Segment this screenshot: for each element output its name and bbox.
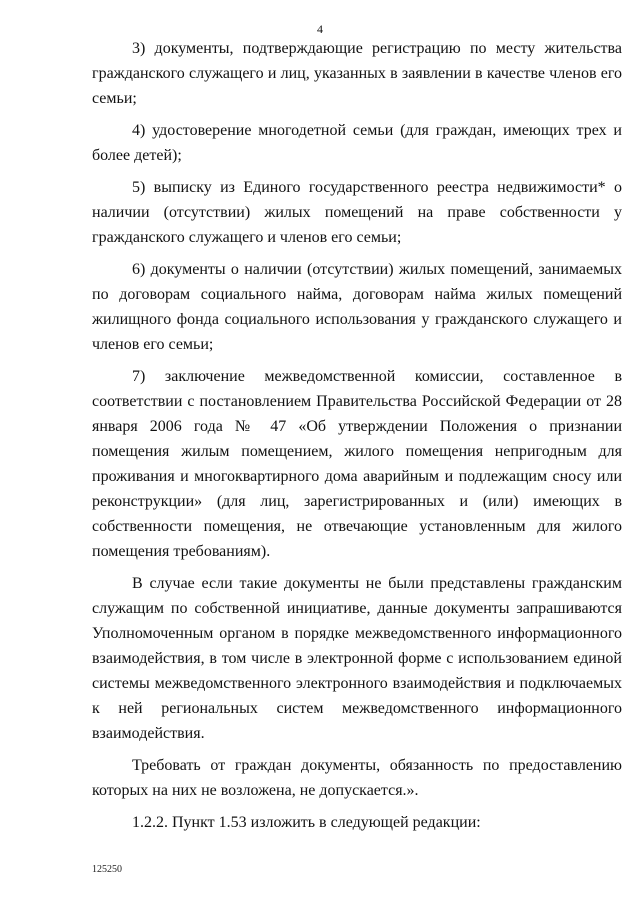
- paragraph-item-6: 6) документы о наличии (отсутствии) жилых помещений, занимаемых по договорам социального найма, договорам найма жилых помещений жилищного фонда социального использования у гражданского служащего и членов его семьи;: [92, 261, 622, 353]
- paragraph-item-4: 4) удостоверение многодетной семьи (для граждан, имеющих трех и более детей);: [92, 122, 622, 164]
- document-code: 125250: [92, 864, 122, 875]
- paragraph-item-3: 3) документы, подтверждающие регистрацию по месту жительства гражданского служащего и лиц, указанных в заявлении в качестве членов его семьи;: [92, 40, 622, 107]
- paragraph-interagency-request: В случае если такие документы не были представлены гражданским служащим по собственной инициативе, данные документы запрашиваются Уполномоченным органом в порядке межведомственного информационного взаимодействия, в том числе в электронной форме с использованием единой системы межведомственного электронного взаимодействия и подключаемых к ней региональных систем межведомственного информационного взаимодействия.: [92, 575, 622, 742]
- document-body: [92, 36, 622, 842]
- paragraph-item-5: 5) выписку из Единого государственного реестра недвижимости* о наличии (отсутствии) жилых помещений на праве собственности у гражданского служащего и членов его семьи;: [92, 179, 622, 246]
- paragraph-prohibition: Требовать от граждан документы, обязанность по предоставлению которых на них не возложена, не допускается.».: [92, 757, 622, 799]
- paragraph-item-7: 7) заключение межведомственной комиссии, составленное в соответствии с постановлением Правительства Российской Федерации от 28 января 2006 года № 47 «Об утверждении Положения о признании помещения жилым помещением, жилого помещения непригодным для проживания и многоквартирного дома аварийным и подлежащим сносу или реконструкции» (для лиц, зарегистрированных и (или) имеющих в собственности помещения, не отвечающие установленным для жилого помещения требованиям).: [92, 368, 622, 560]
- paragraph-clause-1-2-2: 1.2.2. Пункт 1.53 изложить в следующей редакции:: [132, 814, 481, 831]
- page-number: 4: [317, 22, 323, 36]
